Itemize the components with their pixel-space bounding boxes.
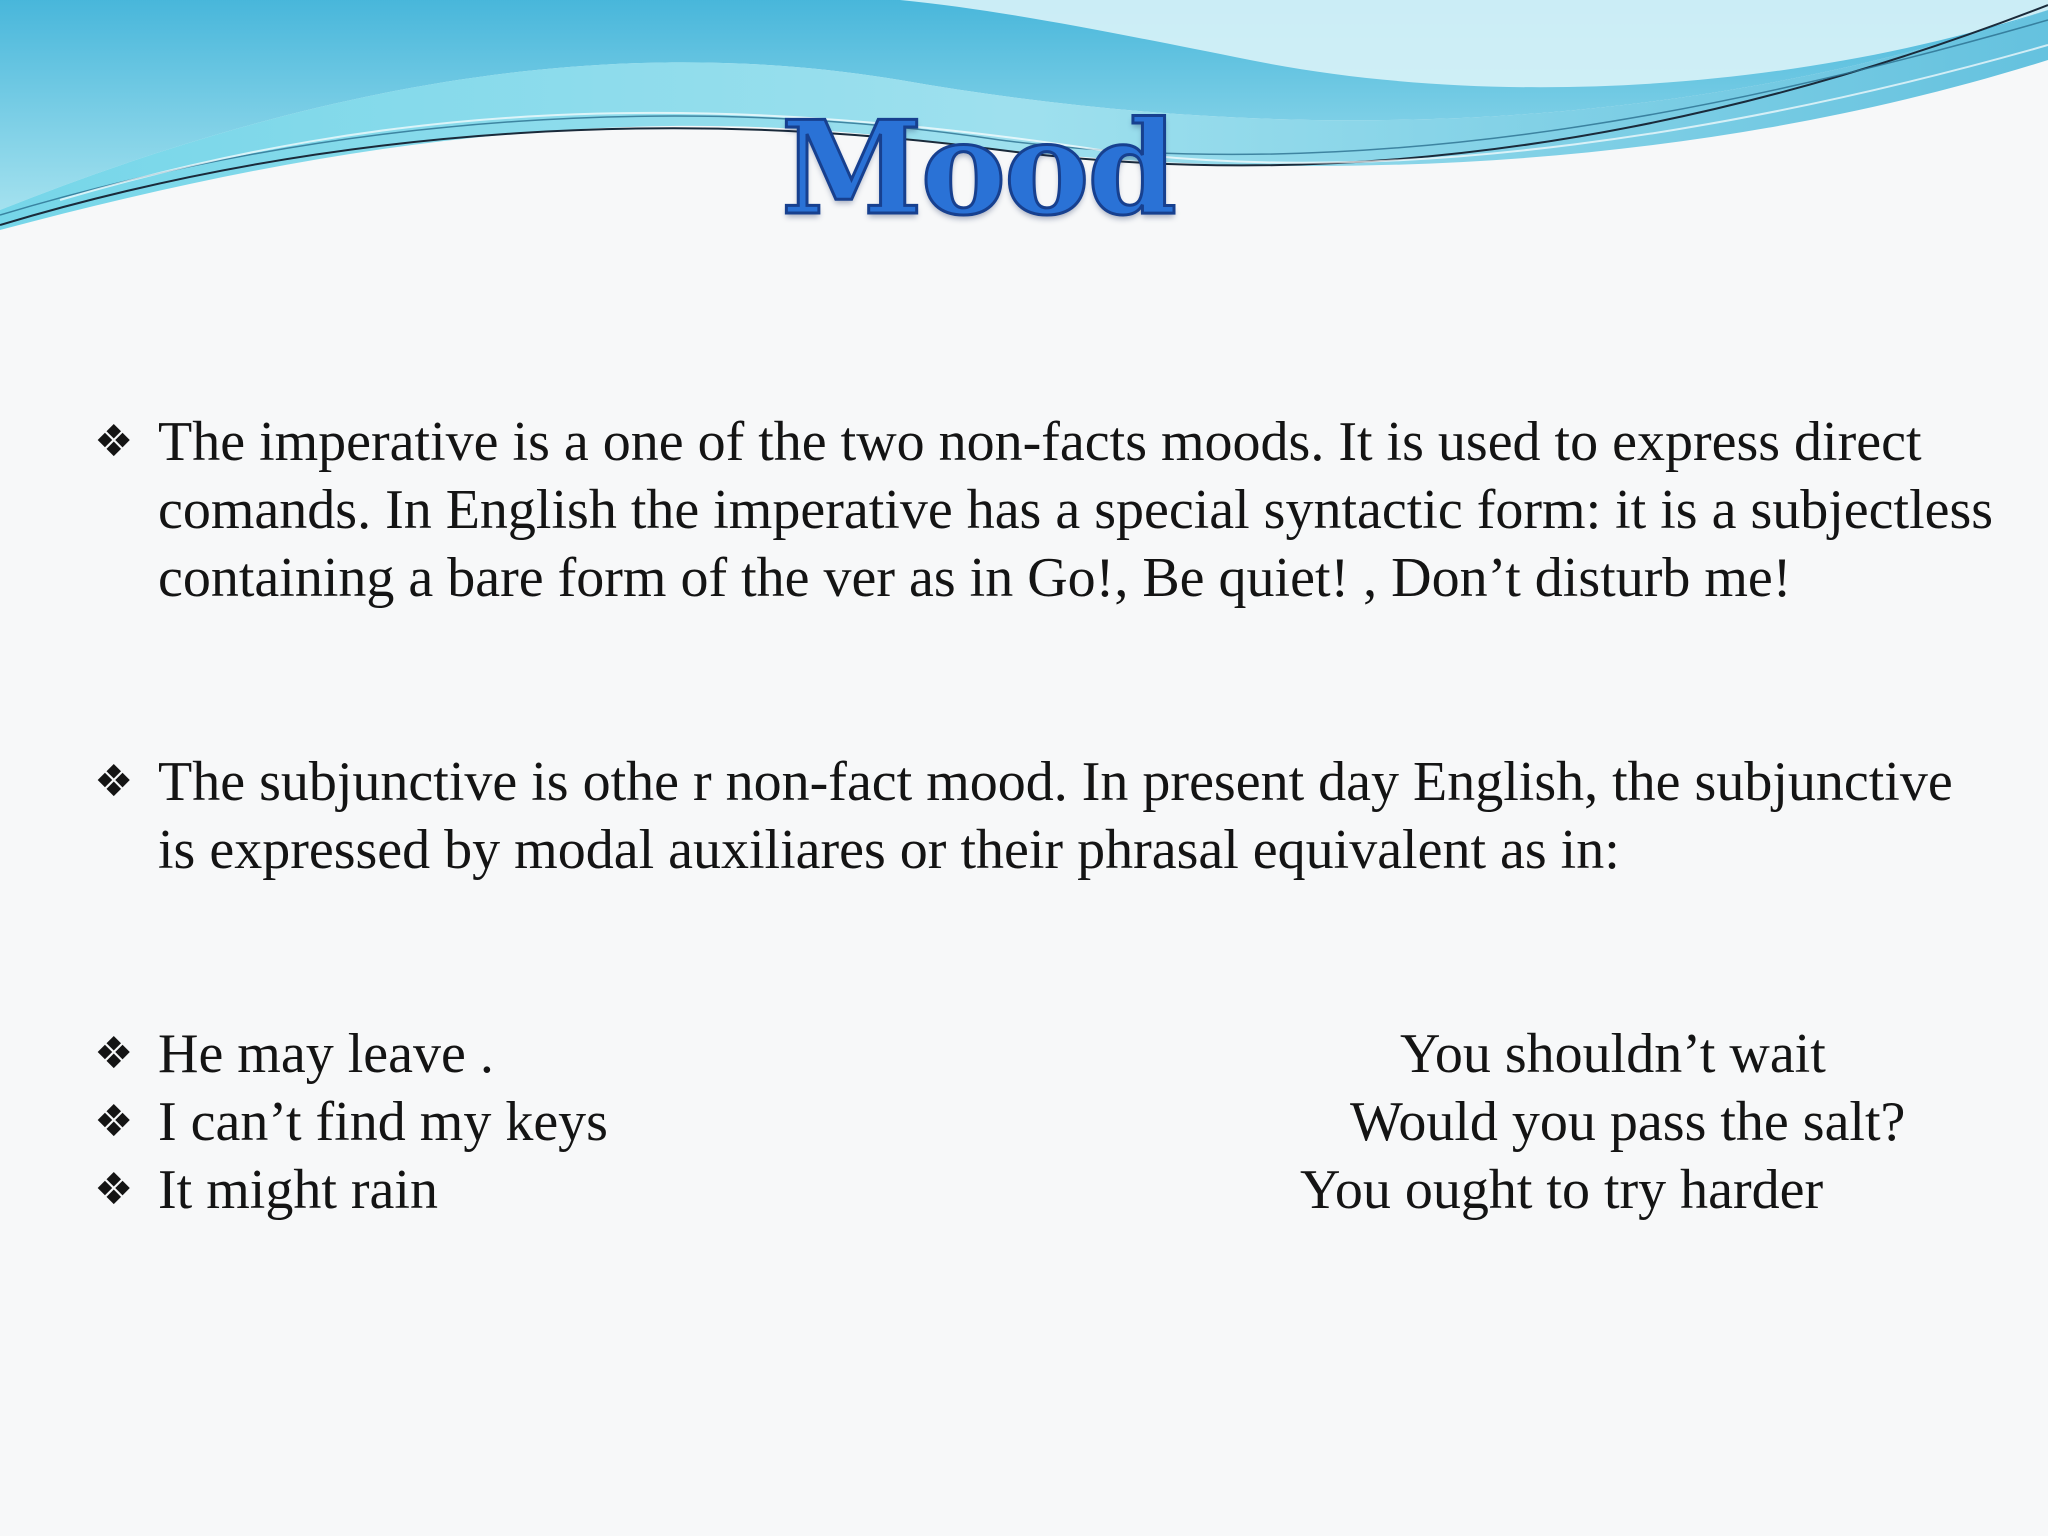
example-left-text: I can’t find my keys: [158, 1091, 608, 1153]
example-left-text: He may leave .: [158, 1023, 494, 1085]
four-diamond-bullet-icon: ❖: [94, 756, 134, 807]
bullet-imperative: [94, 408, 2004, 612]
slide-title: Mood: [781, 94, 1175, 244]
example-left-text: It might rain: [158, 1159, 438, 1221]
four-diamond-bullet-icon: ❖: [94, 1164, 134, 1215]
paragraph-subjunctive: The subjunctive is othe r non-fact mood. In present day English, the subjunctive is expressed by modal auxiliares or their phrasal equivalent as in:: [158, 751, 1953, 881]
bullet-subjunctive: [94, 748, 2004, 884]
example-row: [94, 1156, 2004, 1224]
example-right-text: Would you pass the salt?: [1350, 1091, 1906, 1153]
example-list: [94, 1020, 2004, 1224]
example-row: [94, 1020, 2004, 1088]
example-left: [94, 1020, 494, 1088]
example-left: [94, 1088, 608, 1156]
paragraph-imperative: The imperative is a one of the two non-facts moods. It is used to express direct comands. In English the imperative has a special syntactic form: it is a subjectless containing a bare form of the ver as in Go!, Be quiet! , Don’t disturb me!: [158, 411, 1994, 609]
example-left: [94, 1156, 438, 1224]
example-row: [94, 1088, 2004, 1156]
four-diamond-bullet-icon: ❖: [94, 1028, 134, 1079]
example-right-text: You shouldn’t wait: [1400, 1023, 1826, 1085]
example-right-text: You ought to try harder: [1300, 1159, 1824, 1221]
four-diamond-bullet-icon: ❖: [94, 416, 134, 467]
four-diamond-bullet-icon: ❖: [94, 1096, 134, 1147]
